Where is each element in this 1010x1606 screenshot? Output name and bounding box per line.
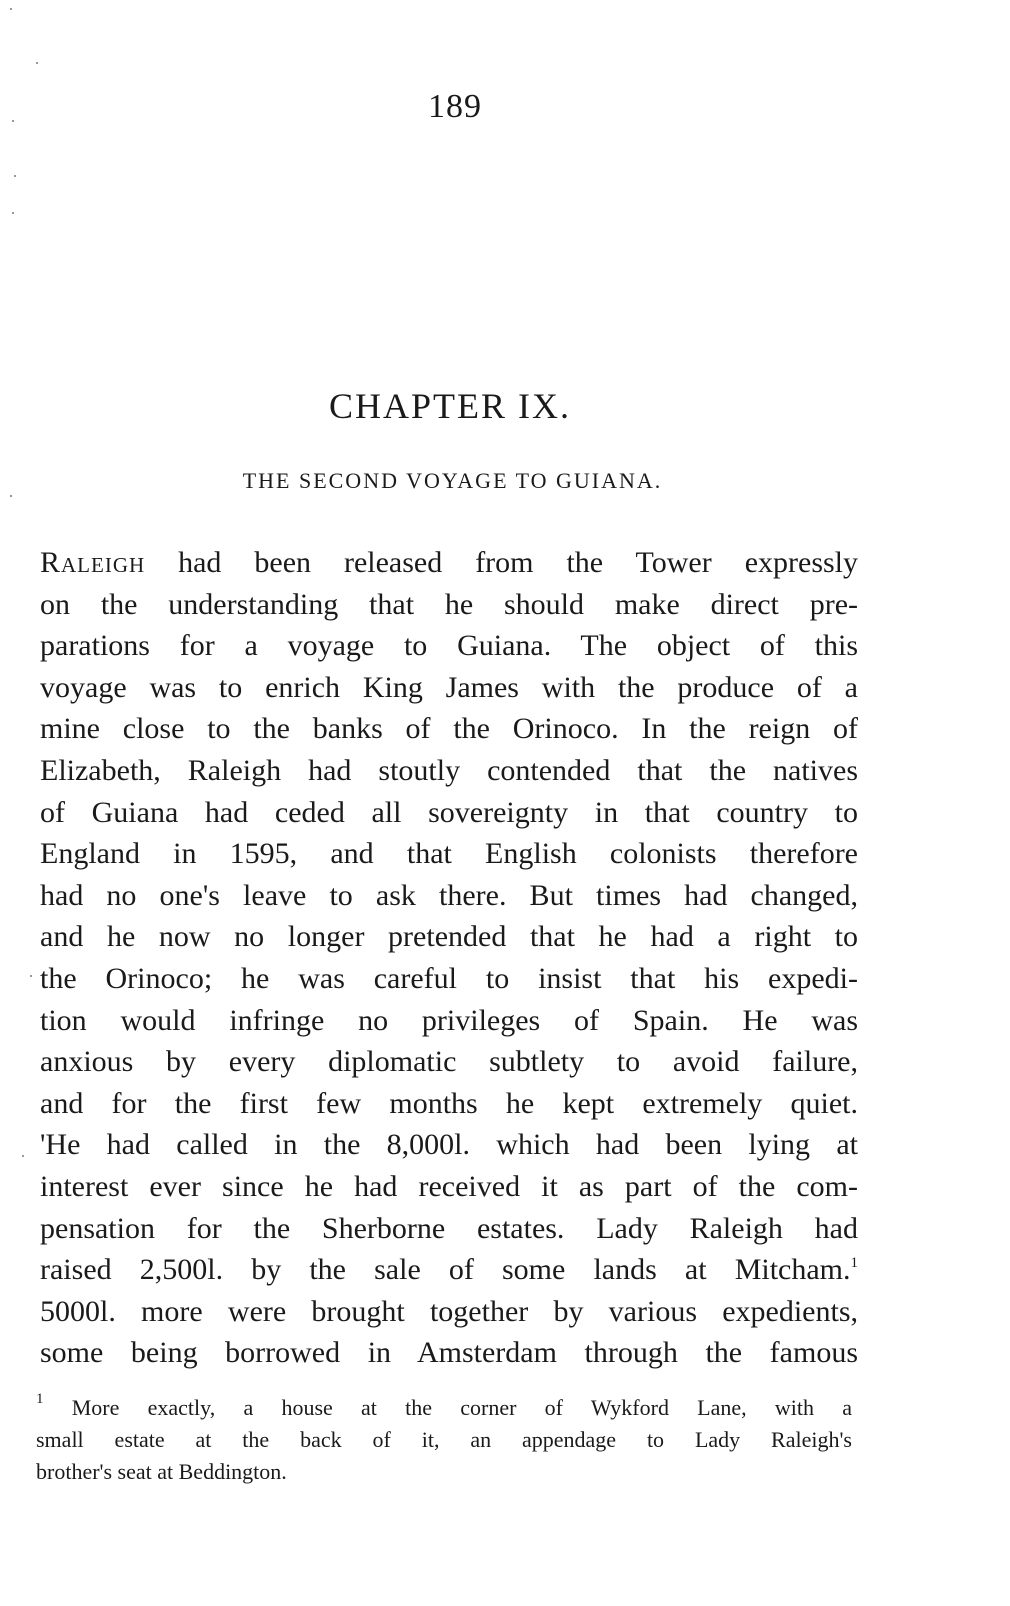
body-line: interest ever since he had received it as part of the com- xyxy=(40,1169,858,1203)
body-line: and for the first few months he kept extremely quiet. xyxy=(40,1086,858,1120)
footnote-line-text: More exactly, a house at the corner of Wykford Lane, with a xyxy=(43,1395,852,1420)
body-line: had no one's leave to ask there. But times had changed, xyxy=(40,878,858,912)
scan-speck xyxy=(22,1155,24,1157)
opening-word: Raleigh xyxy=(40,546,146,579)
body-line: mine close to the banks of the Orinoco. In the reign of xyxy=(40,712,858,746)
body-paragraph xyxy=(40,542,858,1374)
footnote-marker: 1 xyxy=(36,1391,44,1407)
body-line xyxy=(40,1249,858,1291)
body-line: and he now no longer pretended that he had a right to xyxy=(40,920,858,954)
body-line: Elizabeth, Raleigh had stoutly contended that the natives xyxy=(40,753,858,787)
body-line xyxy=(40,542,858,584)
body-line: the Orinoco; he was careful to insist that his expedi- xyxy=(40,961,858,995)
chapter-subtitle: THE SECOND VOYAGE TO GUIANA. xyxy=(242,468,663,493)
scan-speck xyxy=(12,212,14,214)
scan-speck xyxy=(36,62,38,64)
body-line: on the understanding that he should make direct pre- xyxy=(40,587,858,621)
body-line: pensation for the Sherborne estates. Lady Raleigh had xyxy=(40,1211,858,1245)
body-line-text: raised 2,500l. by the sale of some lands at Mitcham. xyxy=(40,1253,851,1287)
body-line: some being borrowed in Amsterdam through the famous xyxy=(40,1336,858,1370)
footnote-line xyxy=(36,1392,852,1424)
body-line: anxious by every diplomatic subtlety to avoid failure, xyxy=(40,1045,858,1079)
footnote-line: brother's seat at Beddington. xyxy=(36,1459,287,1484)
chapter-title: CHAPTER IX. xyxy=(328,386,571,426)
scan-speck xyxy=(10,8,12,10)
footnote xyxy=(36,1392,852,1488)
body-line-text: had been released from the Tower expressly xyxy=(145,546,858,579)
body-line: 5000l. more were brought together by various expedients, xyxy=(40,1294,858,1328)
body-line: England in 1595, and that English colonists therefore xyxy=(40,837,858,871)
body-line: tion would infringe no privileges of Spain. He was xyxy=(40,1003,858,1037)
body-line: parations for a voyage to Guiana. The object of this xyxy=(40,629,858,663)
body-line: 'He had called in the 8,000l. which had been lying at xyxy=(40,1128,858,1162)
body-line: voyage was to enrich King James with the produce of a xyxy=(40,670,858,704)
scan-speck xyxy=(14,175,16,177)
body-line: of Guiana had ceded all sovereignty in that country to xyxy=(40,795,858,829)
scan-speck xyxy=(30,975,32,977)
footnote-line: small estate at the back of it, an appendage to Lady Raleigh's xyxy=(36,1427,852,1452)
scan-margin-specks xyxy=(0,0,40,1606)
footnote-reference[interactable]: 1 xyxy=(850,1255,858,1272)
scan-speck xyxy=(10,495,12,497)
page-number: 189 xyxy=(428,88,482,125)
